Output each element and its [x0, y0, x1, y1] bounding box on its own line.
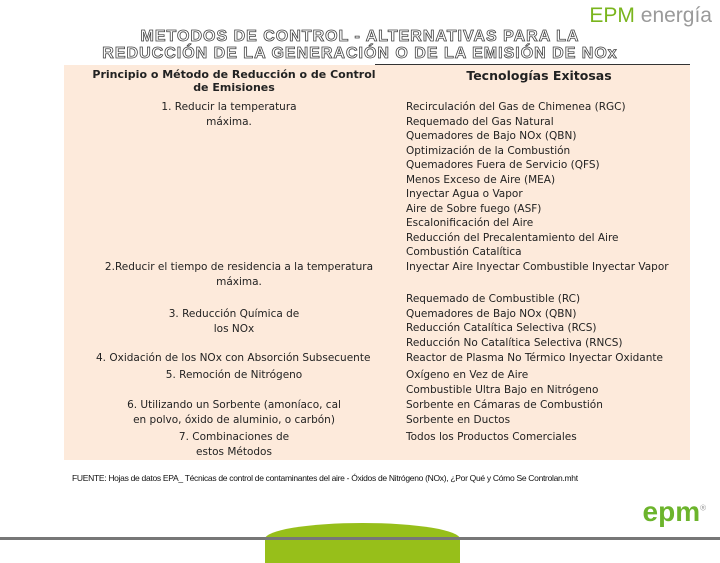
- brand-logo: EPM energía: [589, 4, 712, 27]
- method-7: 7. Combinaciones de estos Métodos: [178, 431, 290, 458]
- technology-item: Requemado del Gas Natural: [406, 115, 554, 128]
- source-note: FUENTE: Hojas de datos EPA_ Técnicas de control de contaminantes del aire - Óxidos de Nitrógeno (NOx), ¿Por Qué y Cómo Se Controlan.mht: [72, 473, 578, 483]
- method-1: 1. Reducir la temperatura máxima.: [161, 101, 297, 128]
- technology-item: Inyectar Agua o Vapor: [406, 188, 523, 200]
- technology-item: Quemadores de Bajo NOx (QBN): [406, 307, 577, 320]
- technology-item: Quemadores Fuera de Servicio (QFS): [406, 159, 600, 171]
- technology-item: Sorbente en Cámaras de Combustión: [406, 399, 603, 411]
- technology-item: Reducción No Catalítica Selectiva (RNCS): [406, 336, 623, 349]
- decorative-arc: [265, 523, 460, 563]
- technology-item: Recirculación del Gas de Chimenea (RGC): [406, 101, 626, 113]
- technology-item: Optimización de la Combustión: [406, 144, 571, 157]
- page-title: METODOS DE CONTROL - ALTERNATIVAS PARA LA REDUCCIÓN DE LA GENERACIÓN O DE LA EMISIÓN DE NOx: [102, 28, 618, 62]
- technology-item: Combustión Catalítica: [406, 246, 522, 258]
- technology-item: Menos Exceso de Aire (MEA): [406, 173, 556, 186]
- methods-table: [64, 65, 690, 460]
- header-technologies: Tecnologías Exitosas: [466, 68, 612, 83]
- technology-item: Requemado de Combustible (RC): [406, 293, 581, 305]
- method-2: 2.Reducir el tiempo de residencia a la temperatura máxima.: [104, 261, 374, 288]
- technology-item: Aire de Sobre fuego (ASF): [406, 202, 542, 215]
- method-5: 5. Remoción de Nitrógeno: [165, 369, 303, 381]
- technology-item: Inyectar Aire Inyectar Combustible Inyectar Vapor: [406, 261, 669, 273]
- method-6: 6. Utilizando un Sorbente (amoníaco, cal en polvo, óxido de aluminio, o carbón): [127, 399, 341, 426]
- technology-item: Sorbente en Ductos: [406, 413, 511, 426]
- technology-item: Todos los Productos Comerciales: [406, 431, 577, 443]
- technology-item: Combustible Ultra Bajo en Nitrógeno: [406, 383, 599, 396]
- technology-item: Quemadores de Bajo NOx (QBN): [406, 130, 577, 142]
- technology-item: Reactor de Plasma No Térmico Inyectar Oxidante: [406, 352, 663, 364]
- technology-item: Oxígeno en Vez de Aire: [406, 369, 529, 381]
- epm-logo: epm®: [642, 496, 706, 527]
- technology-item: Reducción Catalítica Selectiva (RCS): [406, 322, 597, 334]
- technology-item: Escalonificación del Aire: [406, 217, 534, 229]
- method-3: 3. Reducción Química de los NOx: [168, 308, 300, 335]
- technology-item: Reducción del Precalentamiento del Aire: [406, 231, 619, 244]
- header-method: Principio o Método de Reducción o de Control de Emisiones: [92, 68, 376, 94]
- method-4: 4. Oxidación de los NOx con Absorción Subsecuente: [96, 352, 371, 364]
